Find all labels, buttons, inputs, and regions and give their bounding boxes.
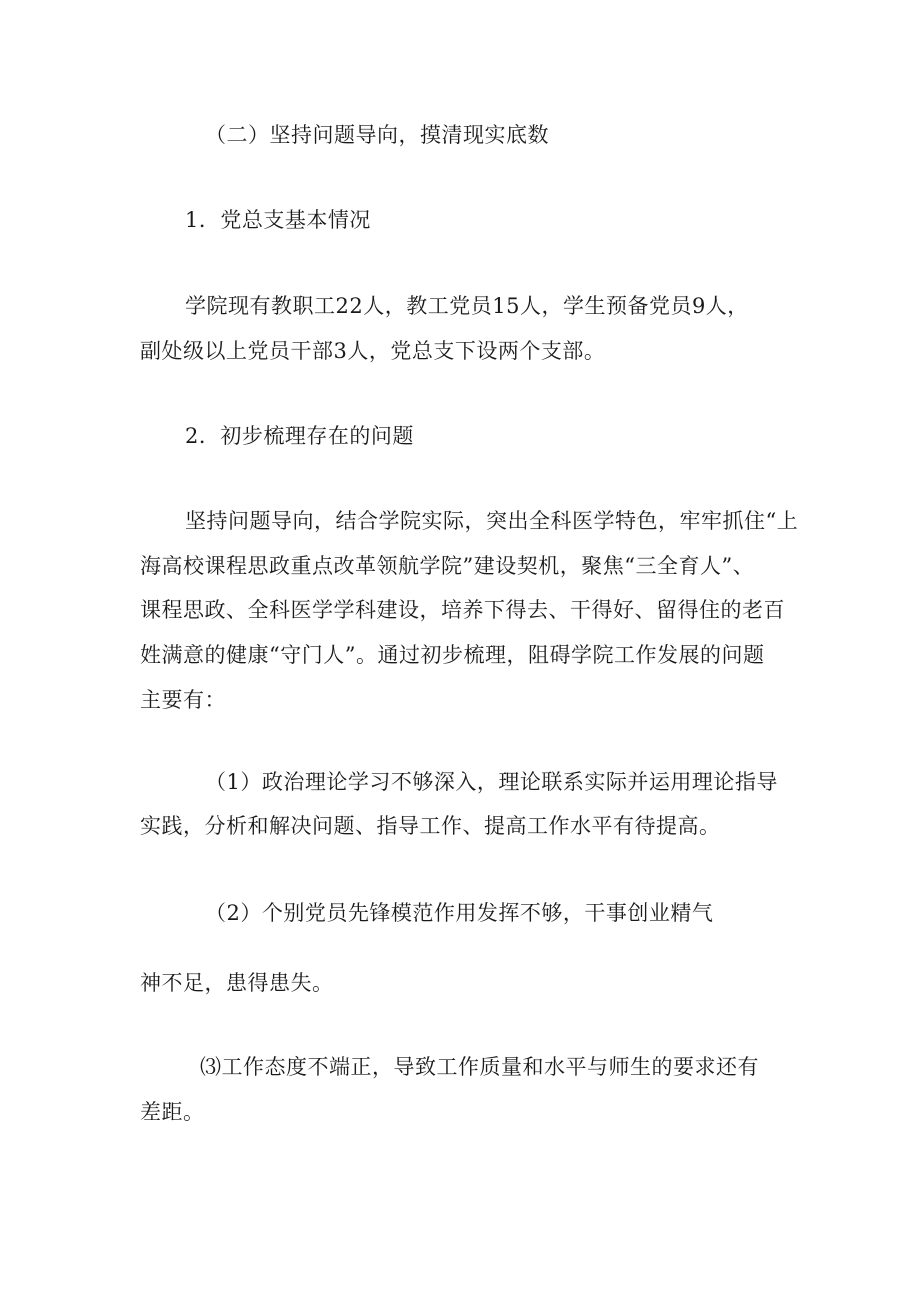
item1-line1: 学院现有教职工22人，教工党员15人，学生预备党员9人， bbox=[185, 294, 749, 318]
item2-line5: 主要有： bbox=[140, 688, 226, 712]
item1-line2: 副处级以上党员干部3人，党总支下设两个支部。 bbox=[140, 339, 606, 363]
problem2-line2: 神不足，患得患失。 bbox=[140, 971, 334, 995]
item2-heading: 2．初步梳理存在的问题 bbox=[185, 424, 414, 448]
problem3-line2: 差距。 bbox=[140, 1100, 205, 1124]
section-heading: （二）坚持问题导向，摸清现实底数 bbox=[205, 123, 549, 147]
item2-line1: 坚持问题导向，结合学院实际，突出全科医学特色，牢牢抓住“上 bbox=[185, 509, 799, 533]
problem1-line2: 实践，分析和解决问题、指导工作、提高工作水平有待提高。 bbox=[140, 814, 721, 838]
item2-line2: 海高校课程思政重点改革领航学院”建设契机，聚焦“三全育人”、 bbox=[140, 554, 755, 578]
problem3-line1: ⑶工作态度不端正，导致工作质量和水平与师生的要求还有 bbox=[200, 1055, 759, 1079]
item2-line4: 姓满意的健康“守门人”。通过初步梳理，阻碍学院工作发展的问题 bbox=[140, 643, 765, 667]
problem2-line1: （2）个别党员先锋模范作用发挥不够，干事创业精气 bbox=[205, 901, 714, 925]
item2-line3: 课程思政、全科医学学科建设，培养下得去、干得好、留得住的老百 bbox=[140, 598, 785, 622]
item1-heading: 1．党总支基本情况 bbox=[185, 208, 371, 232]
problem1-line1: （1）政治理论学习不够深入，理论联系实际并运用理论指导 bbox=[205, 770, 778, 794]
